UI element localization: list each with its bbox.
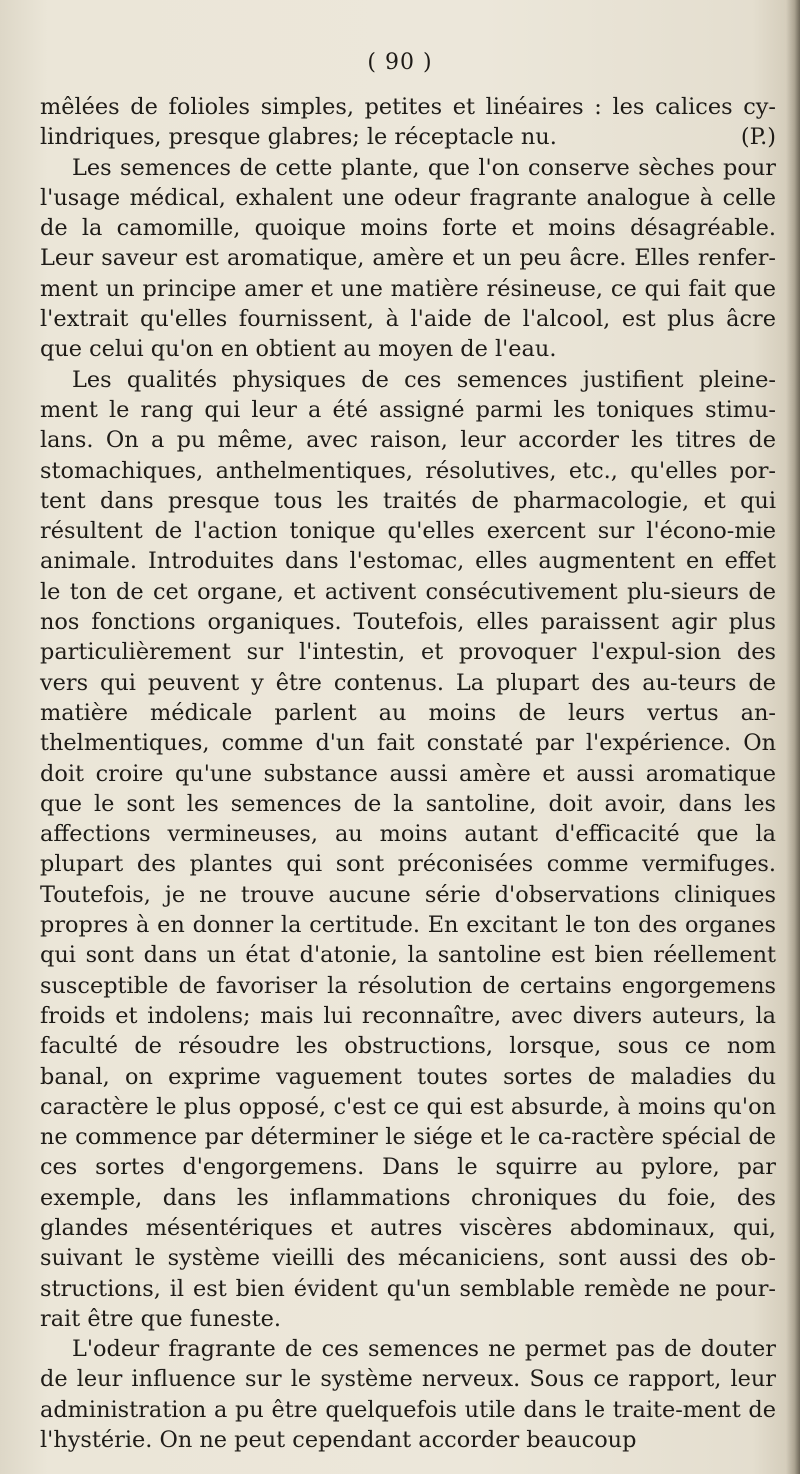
paragraph-1	[40, 92, 776, 153]
body-text	[40, 92, 776, 1455]
page-spine-shadow	[786, 0, 800, 1474]
paragraph-2: Les semences de cette plante, que l'on conserve sèches pour l'usage médical, exhalent une odeur fragrante analogue à celle de la camomille, quoique moins forte et moins désagréable. Leur saveur est aromatique, amère et un peu âcre. Elles renfer-ment un principe amer et une matière résineuse, ce qui fait que l'extrait qu'elles fournissent, à l'aide de l'alcool, est plus âcre que celui qu'on en obtient au moyen de l'eau.	[40, 154, 776, 363]
page-number: ( 90 )	[367, 50, 433, 75]
paragraph-4: L'odeur fragrante de ces semences ne permet pas de douter de leur influence sur le système nerveux. Sous ce rapport, leur administration a pu être quelquefois utile dans le traite-ment de l'hystérie. On ne peut cependant accorder beaucoup	[40, 1336, 776, 1454]
paragraph-1-text: mêlées de folioles simples, petites et linéaires : les calices cy-lindriques, presque glabres; le réceptacle nu.	[40, 94, 776, 151]
paragraph-3: Les qualités physiques de ces semences justifient pleine-ment le rang qui leur a été assigné parmi les toniques stimu-lans. On a pu même, avec raison, leur accorder les titres de stomachiques, anthelmentiques, résolutives, etc., qu'elles por-tent dans presque tous les traités de pharmacologie, et qui résultent de l'action tonique qu'elles exercent sur l'écono-mie animale. Introduites dans l'estomac, elles augmentent en effet le ton de cet organe, et activent consécutivement plu-sieurs de nos fonctions organiques. Toutefois, elles paraissent agir plus particulièrement sur l'intestin, et provoquer l'expul-sion des vers qui peuvent y être contenus. La plupart des au-teurs de matière médicale parlent au moins de leurs vertus an-thelmentiques, comme d'un fait constaté par l'expérience. On doit croire qu'une substance aussi amère et aussi aromatique que le sont les semences de la santoline, doit avoir, dans les affections vermineuses, au moins autant d'efficacité que la plupart des plantes qui sont préconisées comme vermifuges. Toutefois, je ne trouve aucune série d'observations cliniques propres à en donner la certitude. En excitant le ton des organes qui sont dans un état d'atonie, la santoline est bien réellement susceptible de favoriser la résolution de certains engorgemens froids et indolens; mais lui reconnaître, avec divers auteurs, la faculté de résoudre les obstructions, lorsque, sous ce nom banal, on exprime vaguement toutes sortes de maladies du caractère le plus opposé, c'est ce qui est absurde, à moins qu'on ne commence par déterminer le siége et le ca-ractère spécial de ces sortes d'engorgemens. Dans le squirre au pylore, par exemple, dans les inflammations chroniques du foie, des glandes mésentériques et autres viscères abdominaux, qui, suivant le système vieilli des mécaniciens, sont aussi des ob-structions, il est bien évident qu'un semblable remède ne pour-rait être que funeste.	[40, 366, 776, 1332]
author-signature: (P.)	[740, 124, 776, 151]
